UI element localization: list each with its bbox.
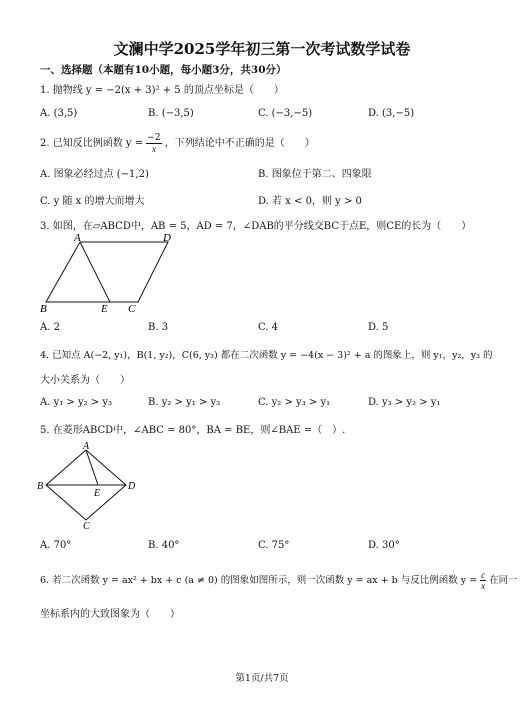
- q2-option-a[interactable]: A. 图象必经过点 (−1,2): [40, 169, 149, 180]
- q2-stem-start: 2. 已知反比例函数 y =: [40, 138, 144, 149]
- question-6-stem-line1: [40, 570, 518, 591]
- q2-fraction: [146, 133, 161, 154]
- parallelogram-abcd: [46, 242, 168, 302]
- q5-option-b[interactable]: B. 40°: [148, 540, 180, 551]
- q4-option-b[interactable]: B. y₂ > y₁ > y₃: [148, 397, 221, 408]
- q2-option-d[interactable]: D. 若 x < 0，则 y > 0: [258, 196, 362, 207]
- label-e: E: [101, 303, 108, 314]
- q5-option-a[interactable]: A. 70°: [40, 540, 72, 551]
- label-c: C: [83, 521, 90, 530]
- question-4-stem-line2: 大小关系为（ ）: [40, 375, 130, 386]
- question-5-stem: 5. 在菱形ABCD中，∠ABC = 80°，BA = BE，则∠BAE =（ ）.: [40, 425, 346, 436]
- label-c: C: [128, 303, 136, 314]
- label-a: A: [83, 441, 90, 452]
- page-footer: 第1页/共7页: [235, 673, 289, 684]
- q6-stem-end: 在同一: [489, 575, 518, 586]
- label-d: D: [128, 481, 136, 492]
- question-2-stem: [40, 133, 315, 154]
- q2-fraction-denominator: x: [151, 144, 156, 154]
- bisector-ae: [80, 242, 110, 302]
- q6-fraction: [480, 570, 486, 591]
- q1-option-b[interactable]: B. (−3,5): [148, 108, 194, 119]
- q4-option-c[interactable]: C. y₂ > y₃ > y₁: [258, 397, 331, 408]
- label-b: B: [40, 303, 47, 314]
- q2-option-b[interactable]: B. 图象位于第二、四象限: [258, 169, 372, 180]
- q2-stem-end: ，下列结论中不正确的是（ ）: [164, 138, 315, 149]
- q5-option-c[interactable]: C. 75°: [258, 540, 290, 551]
- question-1-stem: 1. 抛物线 y = −2(x + 3)² + 5 的顶点坐标是（ ）: [40, 85, 284, 96]
- question-6-stem-line2: 坐标系内的大致图象为（ ）: [40, 609, 180, 620]
- parallelogram-figure: [38, 232, 188, 314]
- question-4-stem-line1: 4. 已知点 A(−2, y₁)，B(1, y₂)，C(6, y₃) 都在二次函数 y = −4(x − 3)² + a 的图象上，则 y₁，y₂，y₃ 的: [40, 350, 493, 361]
- q1-option-a[interactable]: A. (3,5): [40, 108, 78, 119]
- q6-stem-start: 6. 若二次函数 y = ax² + bx + c (a ≠ 0) 的图象如图所示，则一次函数 y = ax + b 与反比例函数 y =: [40, 575, 478, 586]
- rhombus-figure: [36, 438, 146, 530]
- q2-fraction-numerator: −2: [147, 133, 161, 143]
- page-title: 文澜中学2025学年初三第一次考试数学试卷: [113, 40, 411, 58]
- q3-option-a[interactable]: A. 2: [40, 322, 60, 333]
- q6-fraction-numerator: c: [481, 570, 486, 580]
- q3-option-b[interactable]: B. 3: [148, 322, 169, 333]
- section-heading: 一、选择题（本题有10小题，每小题3分，共30分）: [40, 64, 287, 76]
- label-e: E: [94, 488, 101, 499]
- q1-option-d[interactable]: D. (3,−5): [368, 108, 415, 119]
- q4-option-a[interactable]: A. y₁ > y₂ > y₃: [40, 397, 113, 408]
- label-a: A: [74, 232, 81, 244]
- label-b: B: [37, 481, 44, 492]
- q1-option-c[interactable]: C. (−3,−5): [258, 108, 313, 119]
- q2-option-c[interactable]: C. y 随 x 的增大而增大: [40, 196, 145, 207]
- q3-option-d[interactable]: D. 5: [368, 322, 389, 333]
- question-3-stem: 3. 如图，在▱ABCD中，AB = 5，AD = 7，∠DAB的平分线交BC于点E，则CE的长为（ ）: [40, 221, 472, 232]
- q3-option-c[interactable]: C. 4: [258, 322, 279, 333]
- label-d: D: [163, 232, 171, 244]
- q5-option-d[interactable]: D. 30°: [368, 540, 400, 551]
- q4-option-d[interactable]: D. y₃ > y₂ > y₁: [368, 397, 441, 408]
- q6-fraction-denominator: x: [481, 581, 486, 591]
